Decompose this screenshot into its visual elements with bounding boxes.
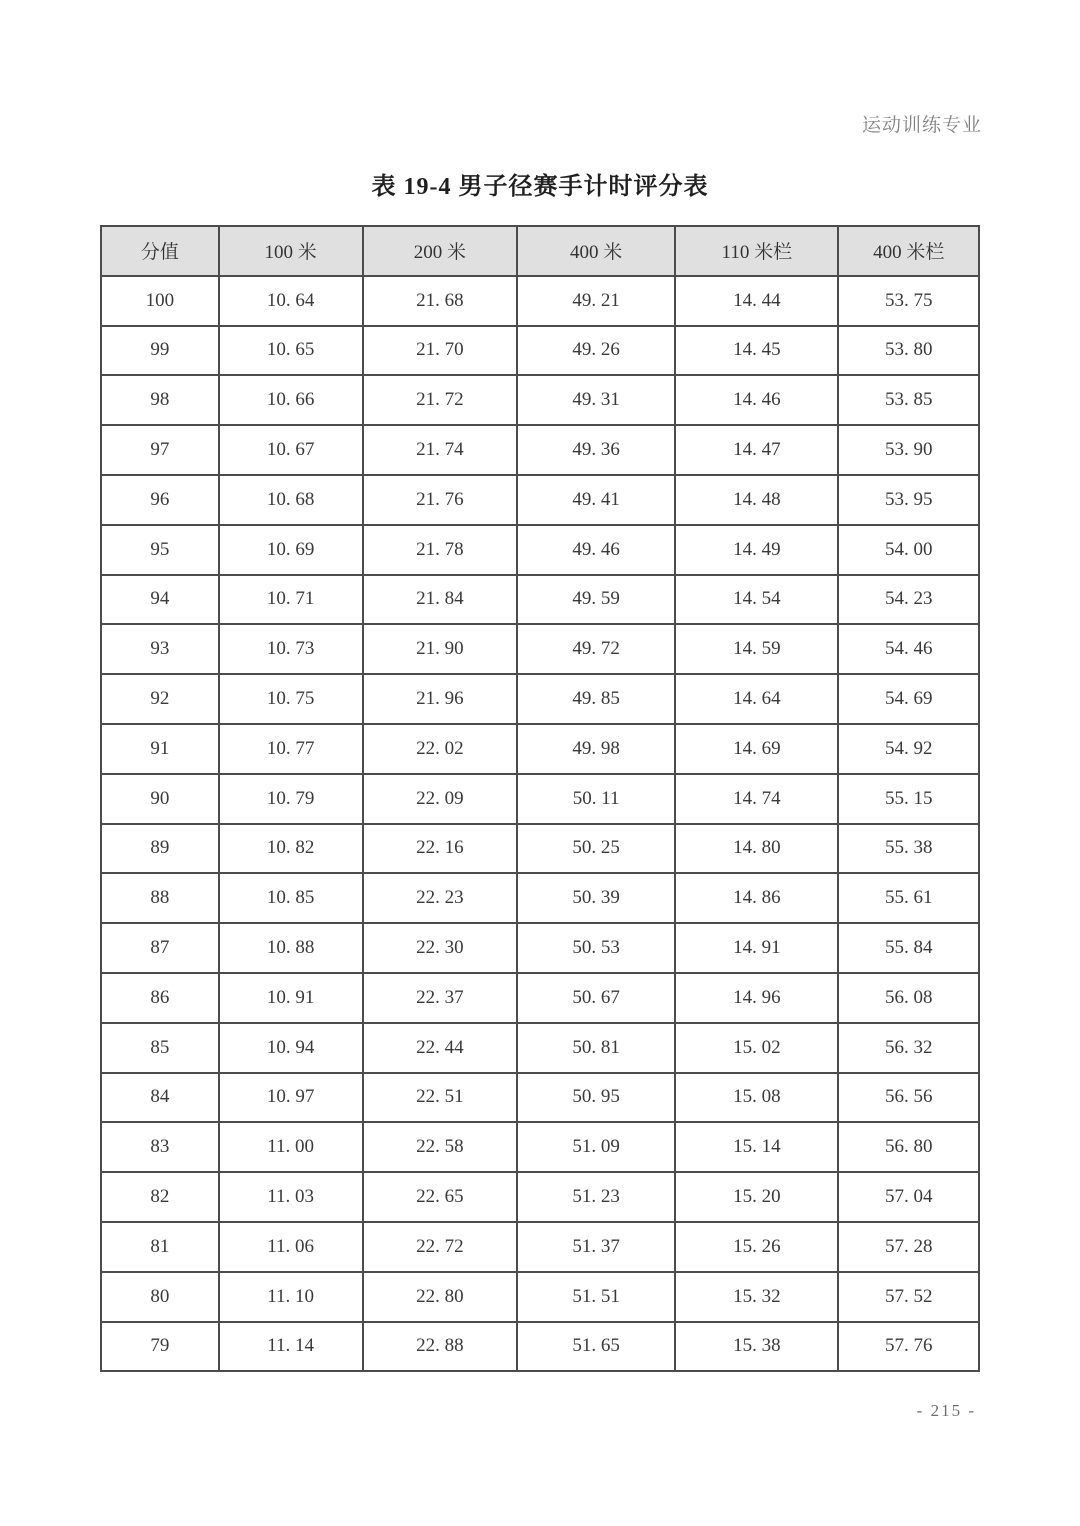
score-cell: 82	[101, 1172, 219, 1222]
time-cell: 21. 84	[363, 575, 518, 625]
time-cell: 22. 23	[363, 873, 518, 923]
time-cell: 10. 82	[219, 824, 363, 874]
time-cell: 56. 56	[838, 1073, 979, 1123]
time-cell: 15. 14	[675, 1122, 838, 1172]
table-row	[101, 774, 979, 824]
time-cell: 10. 77	[219, 724, 363, 774]
time-cell: 57. 04	[838, 1172, 979, 1222]
time-cell: 10. 64	[219, 276, 363, 326]
score-cell: 86	[101, 973, 219, 1023]
score-cell: 88	[101, 873, 219, 923]
time-cell: 11. 14	[219, 1322, 363, 1372]
score-cell: 100	[101, 276, 219, 326]
time-cell: 21. 68	[363, 276, 518, 326]
time-cell: 10. 65	[219, 326, 363, 376]
table-row	[101, 824, 979, 874]
time-cell: 50. 53	[517, 923, 675, 973]
page-number: - 215 -	[916, 1401, 976, 1420]
time-cell: 49. 59	[517, 575, 675, 625]
time-cell: 11. 03	[219, 1172, 363, 1222]
time-cell: 51. 23	[517, 1172, 675, 1222]
time-cell: 22. 09	[363, 774, 518, 824]
time-cell: 15. 32	[675, 1272, 838, 1322]
time-cell: 49. 31	[517, 375, 675, 425]
time-cell: 49. 26	[517, 326, 675, 376]
time-cell: 54. 92	[838, 724, 979, 774]
time-cell: 53. 80	[838, 326, 979, 376]
time-cell: 10. 67	[219, 425, 363, 475]
score-cell: 92	[101, 674, 219, 724]
time-cell: 14. 86	[675, 873, 838, 923]
time-cell: 21. 78	[363, 525, 518, 575]
time-cell: 15. 20	[675, 1172, 838, 1222]
time-cell: 14. 49	[675, 525, 838, 575]
time-cell: 14. 45	[675, 326, 838, 376]
column-header: 100 米	[219, 226, 363, 276]
time-cell: 15. 38	[675, 1322, 838, 1372]
time-cell: 56. 32	[838, 1023, 979, 1073]
table-row	[101, 475, 979, 525]
column-header: 400 米	[517, 226, 675, 276]
column-header: 400 米栏	[838, 226, 979, 276]
time-cell: 54. 00	[838, 525, 979, 575]
table-row	[101, 1222, 979, 1272]
time-cell: 22. 65	[363, 1172, 518, 1222]
time-cell: 22. 72	[363, 1222, 518, 1272]
time-cell: 10. 97	[219, 1073, 363, 1123]
table-row	[101, 425, 979, 475]
time-cell: 22. 51	[363, 1073, 518, 1123]
score-cell: 84	[101, 1073, 219, 1123]
table-row	[101, 1322, 979, 1372]
time-cell: 51. 09	[517, 1122, 675, 1172]
time-cell: 21. 90	[363, 624, 518, 674]
time-cell: 54. 23	[838, 575, 979, 625]
time-cell: 10. 91	[219, 973, 363, 1023]
time-cell: 22. 58	[363, 1122, 518, 1172]
time-cell: 14. 59	[675, 624, 838, 674]
time-cell: 14. 74	[675, 774, 838, 824]
time-cell: 50. 67	[517, 973, 675, 1023]
time-cell: 10. 88	[219, 923, 363, 973]
time-cell: 56. 08	[838, 973, 979, 1023]
time-cell: 55. 15	[838, 774, 979, 824]
time-cell: 57. 28	[838, 1222, 979, 1272]
time-cell: 53. 75	[838, 276, 979, 326]
time-cell: 14. 64	[675, 674, 838, 724]
time-cell: 14. 80	[675, 824, 838, 874]
time-cell: 22. 80	[363, 1272, 518, 1322]
score-cell: 99	[101, 326, 219, 376]
time-cell: 22. 44	[363, 1023, 518, 1073]
score-cell: 95	[101, 525, 219, 575]
time-cell: 22. 02	[363, 724, 518, 774]
time-cell: 53. 95	[838, 475, 979, 525]
time-cell: 10. 75	[219, 674, 363, 724]
score-cell: 93	[101, 624, 219, 674]
time-cell: 14. 46	[675, 375, 838, 425]
time-cell: 50. 39	[517, 873, 675, 923]
time-cell: 21. 70	[363, 326, 518, 376]
time-cell: 10. 73	[219, 624, 363, 674]
score-cell: 97	[101, 425, 219, 475]
time-cell: 15. 26	[675, 1222, 838, 1272]
time-cell: 10. 85	[219, 873, 363, 923]
table-header-row	[101, 226, 979, 276]
time-cell: 11. 00	[219, 1122, 363, 1172]
table-row	[101, 724, 979, 774]
time-cell: 53. 85	[838, 375, 979, 425]
time-cell: 10. 69	[219, 525, 363, 575]
time-cell: 11. 06	[219, 1222, 363, 1272]
time-cell: 50. 95	[517, 1073, 675, 1123]
score-cell: 98	[101, 375, 219, 425]
time-cell: 57. 52	[838, 1272, 979, 1322]
time-cell: 51. 51	[517, 1272, 675, 1322]
time-cell: 14. 96	[675, 973, 838, 1023]
time-cell: 15. 08	[675, 1073, 838, 1123]
time-cell: 51. 65	[517, 1322, 675, 1372]
time-cell: 14. 91	[675, 923, 838, 973]
time-cell: 55. 84	[838, 923, 979, 973]
time-cell: 10. 94	[219, 1023, 363, 1073]
table-row	[101, 1172, 979, 1222]
score-cell: 94	[101, 575, 219, 625]
time-cell: 49. 36	[517, 425, 675, 475]
time-cell: 50. 25	[517, 824, 675, 874]
time-cell: 50. 11	[517, 774, 675, 824]
time-cell: 54. 46	[838, 624, 979, 674]
time-cell: 55. 38	[838, 824, 979, 874]
time-cell: 51. 37	[517, 1222, 675, 1272]
time-cell: 10. 68	[219, 475, 363, 525]
table-row	[101, 1272, 979, 1322]
time-cell: 14. 48	[675, 475, 838, 525]
time-cell: 14. 54	[675, 575, 838, 625]
column-header: 分值	[101, 226, 219, 276]
table-row	[101, 525, 979, 575]
time-cell: 22. 88	[363, 1322, 518, 1372]
time-cell: 49. 72	[517, 624, 675, 674]
time-cell: 55. 61	[838, 873, 979, 923]
time-cell: 53. 90	[838, 425, 979, 475]
time-cell: 54. 69	[838, 674, 979, 724]
time-cell: 21. 76	[363, 475, 518, 525]
score-cell: 91	[101, 724, 219, 774]
score-cell: 81	[101, 1222, 219, 1272]
table-row	[101, 1073, 979, 1123]
time-cell: 10. 71	[219, 575, 363, 625]
score-cell: 85	[101, 1023, 219, 1073]
table-row	[101, 1023, 979, 1073]
time-cell: 10. 79	[219, 774, 363, 824]
time-cell: 14. 47	[675, 425, 838, 475]
time-cell: 49. 85	[517, 674, 675, 724]
time-cell: 22. 37	[363, 973, 518, 1023]
table-row	[101, 276, 979, 326]
time-cell: 49. 98	[517, 724, 675, 774]
table-row	[101, 873, 979, 923]
score-cell: 79	[101, 1322, 219, 1372]
table-row	[101, 624, 979, 674]
time-cell: 49. 41	[517, 475, 675, 525]
table-row	[101, 674, 979, 724]
table-row	[101, 326, 979, 376]
table-row	[101, 1122, 979, 1172]
time-cell: 49. 21	[517, 276, 675, 326]
time-cell: 57. 76	[838, 1322, 979, 1372]
time-cell: 21. 72	[363, 375, 518, 425]
time-cell: 14. 44	[675, 276, 838, 326]
score-cell: 89	[101, 824, 219, 874]
column-header: 200 米	[363, 226, 518, 276]
time-cell: 22. 30	[363, 923, 518, 973]
score-cell: 90	[101, 774, 219, 824]
score-cell: 80	[101, 1272, 219, 1322]
running-head: 运动训练专业	[861, 115, 982, 136]
score-cell: 83	[101, 1122, 219, 1172]
time-cell: 15. 02	[675, 1023, 838, 1073]
scoring-table	[100, 225, 980, 1372]
table-row	[101, 575, 979, 625]
time-cell: 56. 80	[838, 1122, 979, 1172]
score-cell: 87	[101, 923, 219, 973]
time-cell: 21. 96	[363, 674, 518, 724]
table-row	[101, 923, 979, 973]
time-cell: 49. 46	[517, 525, 675, 575]
time-cell: 50. 81	[517, 1023, 675, 1073]
table-row	[101, 375, 979, 425]
time-cell: 11. 10	[219, 1272, 363, 1322]
time-cell: 10. 66	[219, 375, 363, 425]
time-cell: 14. 69	[675, 724, 838, 774]
time-cell: 21. 74	[363, 425, 518, 475]
column-header: 110 米栏	[675, 226, 838, 276]
table-row	[101, 973, 979, 1023]
time-cell: 22. 16	[363, 824, 518, 874]
table-title: 表 19-4 男子径赛手计时评分表	[371, 174, 709, 200]
score-cell: 96	[101, 475, 219, 525]
